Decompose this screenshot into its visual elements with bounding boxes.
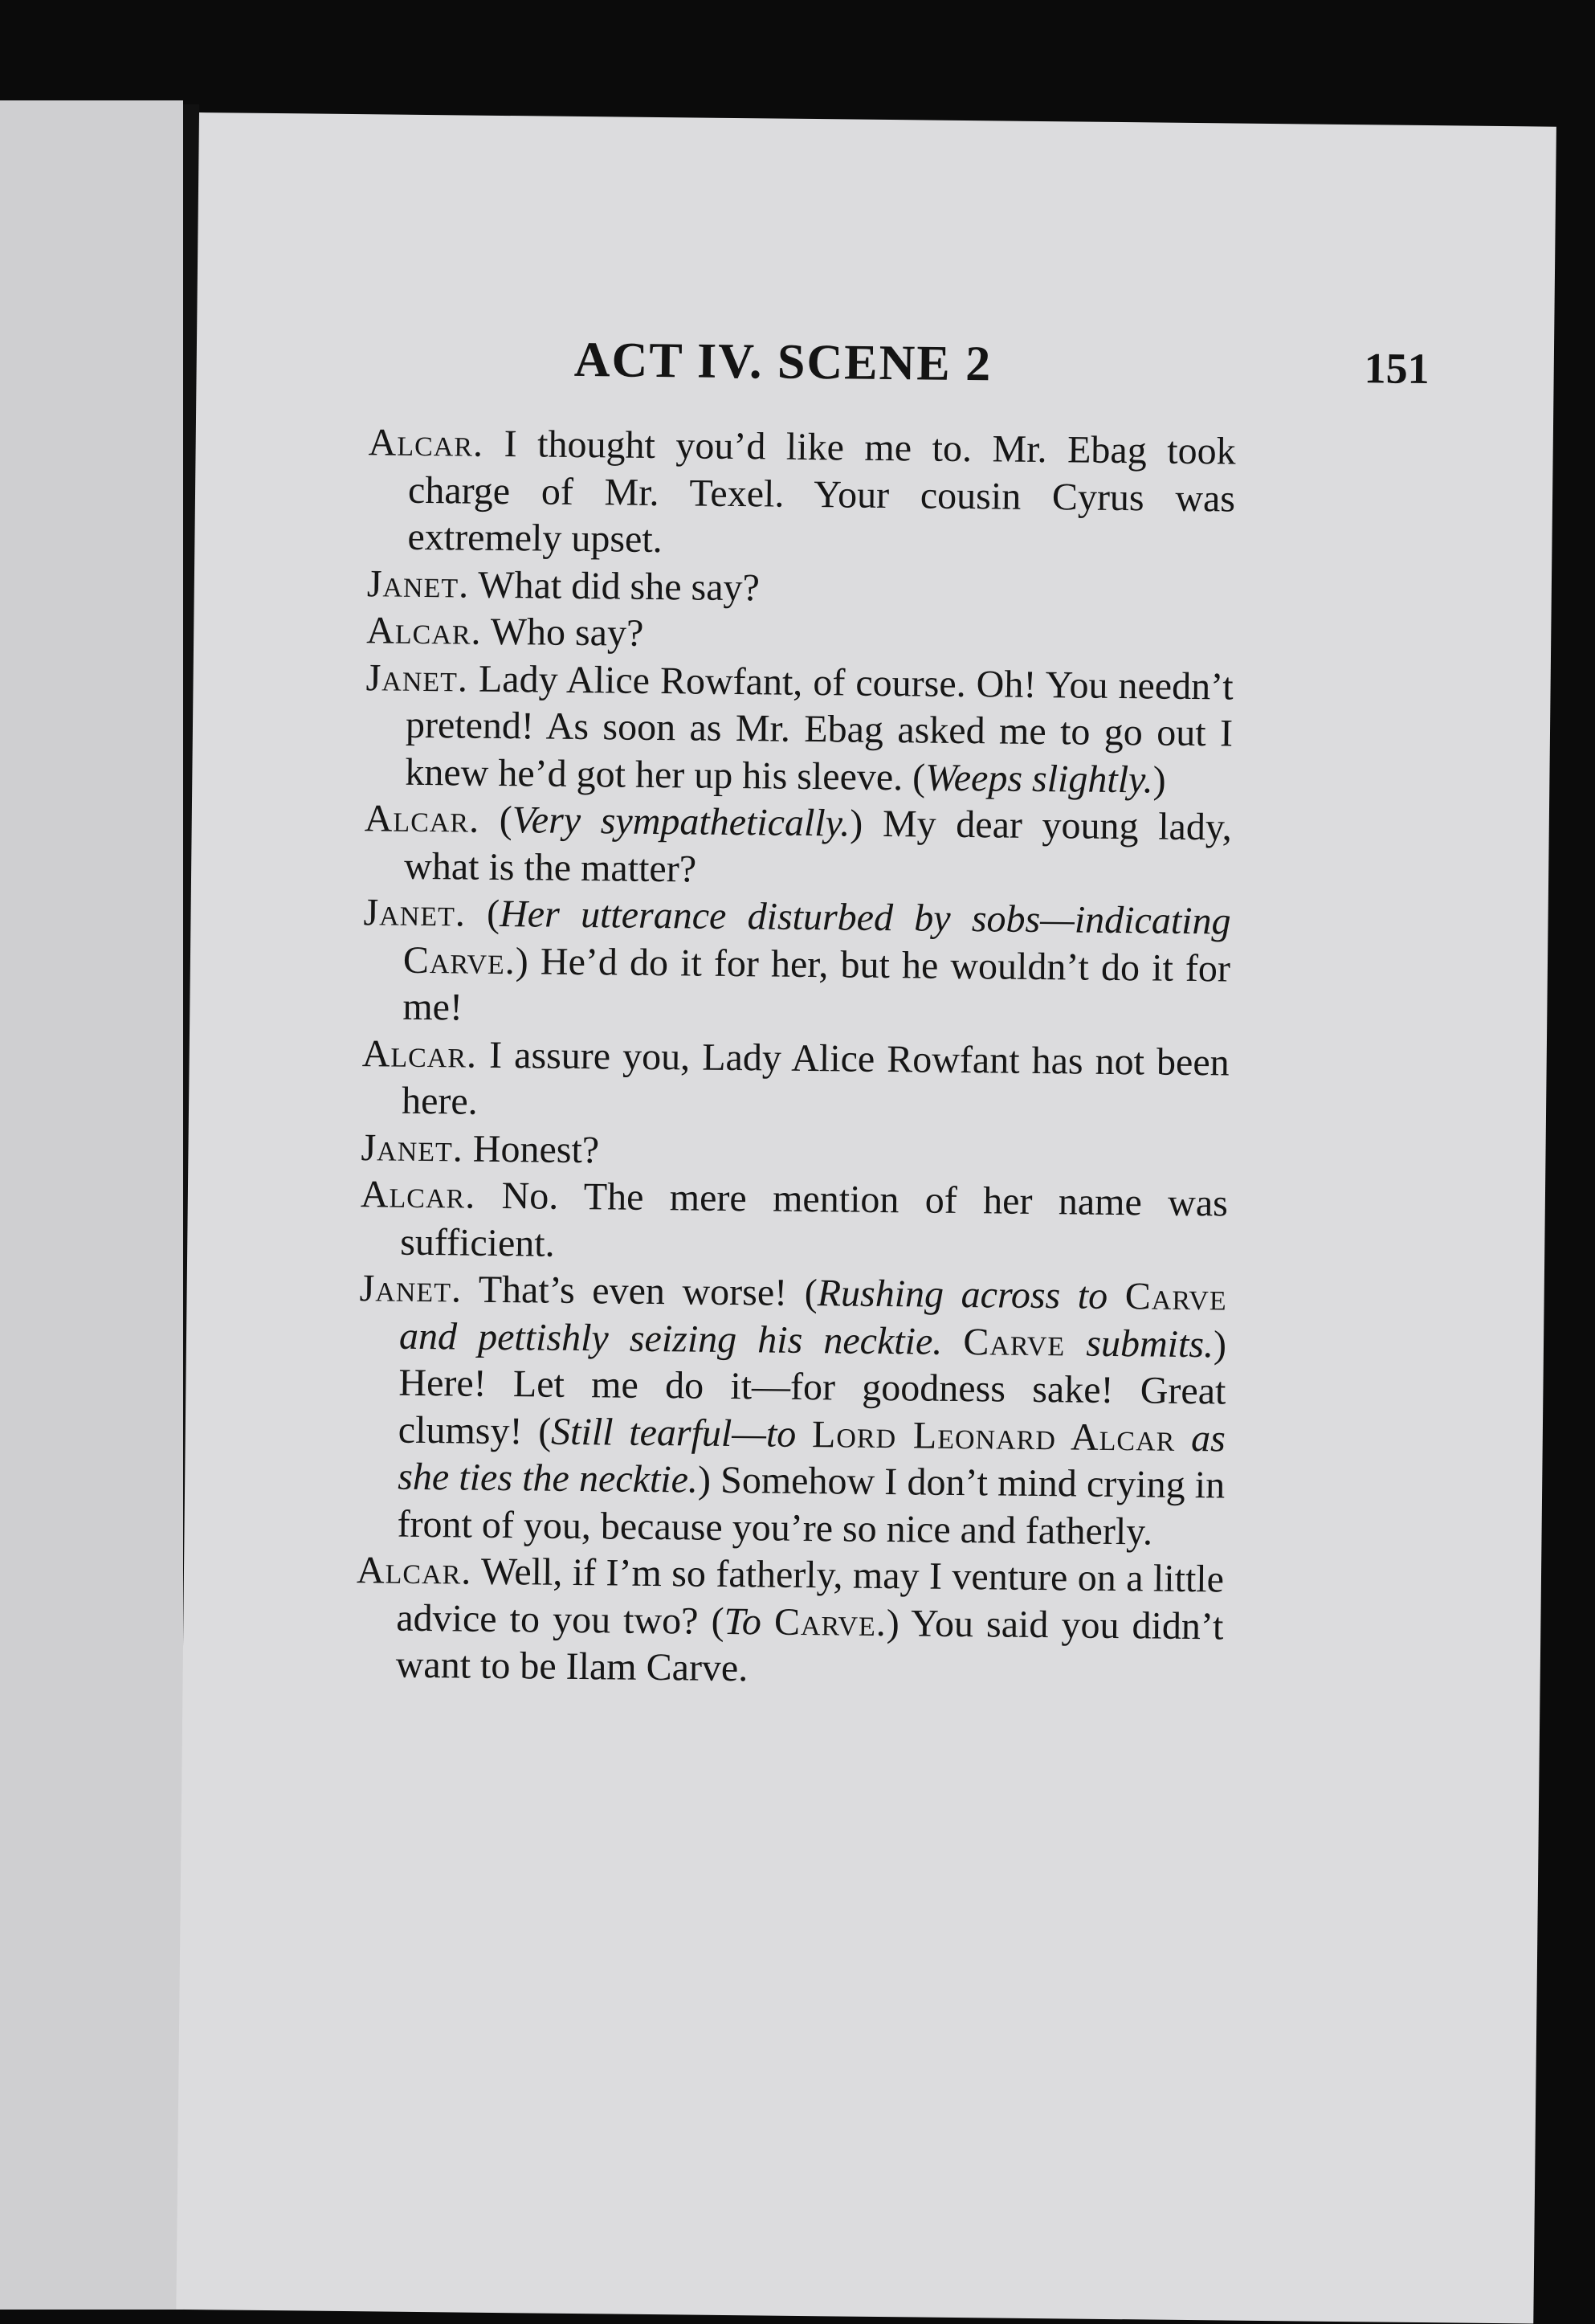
- dialogue: He’d do it for her, but he wouldn’t do it for me!: [402, 940, 1231, 1029]
- dialogue: I thought you’d like me to. Mr. Ebag took charge of Mr. Texel. Your cousin Cyrus was extremely upset.: [407, 422, 1236, 562]
- book-page: [176, 112, 1556, 2324]
- dialogue: Lady Alice Rowfant, of course. Oh! You needn’t pretend! As soon as Mr. Ebag asked me to go out I knew he’d got her up his sleeve.: [405, 657, 1234, 798]
- stage-direction: Very sympathetically.: [512, 798, 851, 845]
- paren: ): [515, 939, 529, 982]
- speech: Alcar. Well, if I’m so fatherly, may I venture on a little advice to you two? (To Carve.) You said you didn’t want to be Ilam Carve.: [356, 1549, 1225, 1690]
- stage-direction: and pettishly seizing his necktie.: [398, 1314, 943, 1363]
- character-name: Lord Leonard Alcar: [811, 1412, 1176, 1460]
- speech: [367, 419, 1236, 570]
- dialogue: No. The mere mention of her name was sufficient.: [400, 1174, 1229, 1265]
- speaker-name: Janet.: [363, 891, 467, 935]
- speaker-name: Janet.: [359, 1267, 463, 1311]
- speech: [366, 607, 1234, 664]
- stage-direction: as she ties the necktie.: [397, 1416, 1226, 1501]
- stage-direction: submits.: [1086, 1321, 1214, 1366]
- speech: [361, 1031, 1230, 1133]
- speaker-name: Alcar.: [364, 797, 480, 841]
- paren: (: [499, 798, 513, 842]
- speech: [360, 1171, 1228, 1274]
- speaker-name: Janet.: [365, 656, 469, 700]
- dialogue: Who say?: [490, 610, 644, 655]
- speaker-name: Alcar.: [361, 1031, 478, 1076]
- speech: [364, 795, 1232, 898]
- speaker-name: Alcar.: [368, 421, 484, 465]
- stage-direction: Rushing across to: [817, 1272, 1108, 1317]
- stage-direction: Her utterance disturbed by sobs—indicating: [499, 892, 1231, 943]
- speaker-name: Alcar.: [360, 1173, 476, 1217]
- speaker-name: Alcar.: [365, 609, 482, 653]
- left-page-edge: [0, 100, 183, 2310]
- dialogue: You said you didn’t want to be Ilam Carve.: [395, 1601, 1224, 1690]
- character-name: Carve.: [402, 938, 516, 982]
- paren: ): [1152, 758, 1166, 802]
- character-name: Carve.: [773, 1600, 887, 1644]
- page-number: 151: [1364, 344, 1430, 394]
- dialogue: That’s even worse!: [478, 1268, 788, 1314]
- paren: (: [912, 755, 926, 799]
- play-text: [355, 419, 1235, 1697]
- paren: (: [486, 892, 500, 935]
- stage-direction: Still tearful—to: [550, 1410, 797, 1456]
- speech: [365, 655, 1234, 805]
- stage-direction: Weeps slightly.: [924, 756, 1154, 801]
- character-name: Carve: [1124, 1275, 1227, 1319]
- dialogue: Somehow I don’t mind crying in front of you, because you’re so nice and fatherly.: [397, 1458, 1226, 1554]
- speaker-name: Janet.: [366, 562, 470, 607]
- dialogue: Well, if I’m so fatherly, may I venture on a little advice to you two?: [396, 1550, 1225, 1643]
- speaker-name: Janet.: [361, 1125, 464, 1170]
- speech: Janet. That’s even worse! (Rushing across to Carve and pettishly seizing his necktie. Carve submits.) Here! Let me do it—for goodness sake! Great clumsy! (Still tearful—to Lord Leonard Alcar as she ties the necktie.) Somehow I don’t mind crying in front of you, because you’re so nice and fatherly.: [359, 1267, 1227, 1554]
- page-header: [573, 332, 1430, 405]
- speaker-name: Alcar.: [356, 1549, 472, 1593]
- running-head: ACT IV. SCENE 2: [573, 332, 993, 392]
- dialogue: What did she say?: [478, 563, 761, 609]
- speech: [362, 889, 1231, 1039]
- dialogue: I assure you, Lady Alice Rowfant has not been here.: [401, 1033, 1230, 1123]
- dialogue: Honest?: [472, 1127, 600, 1171]
- paren: ): [850, 802, 863, 845]
- dialogue: My dear young lady, what is the matter?: [403, 802, 1233, 891]
- character-name: Carve: [963, 1320, 1066, 1364]
- dialogue: Here! Let me do it—for goodness sake! Great clumsy!: [398, 1361, 1226, 1452]
- stage-direction: To: [724, 1599, 762, 1643]
